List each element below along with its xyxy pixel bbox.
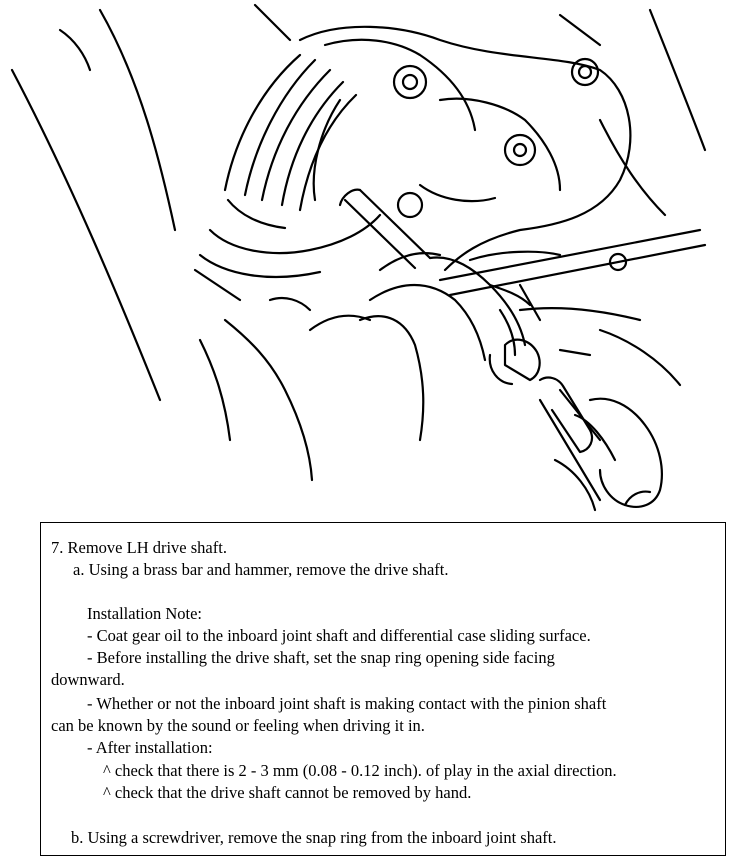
note-4: - After installation:: [87, 738, 213, 757]
note-2-line-2: downward.: [51, 670, 125, 689]
note-2-line-1: - Before installing the drive shaft, set the snap ring opening side facing: [87, 648, 555, 667]
check-2: ^ check that the drive shaft cannot be removed by hand.: [103, 783, 472, 802]
installation-note-heading: Installation Note:: [87, 604, 203, 623]
step-7b: b. Using a screwdriver, remove the snap ring from the inboard joint shaft.: [71, 828, 557, 847]
procedure-text-box: [40, 522, 726, 856]
note-3-line-1: - Whether or not the inboard joint shaft is making contact with the pinion shaft: [87, 694, 607, 713]
check-1: ^ check that there is 2 - 3 mm (0.08 - 0.12 inch). of play in the axial direction.: [103, 761, 617, 780]
note-1: - Coat gear oil to the inboard joint shaft and differential case sliding surface.: [87, 626, 591, 645]
step-7a: a. Using a brass bar and hammer, remove the drive shaft.: [73, 560, 449, 579]
note-3-line-2: can be known by the sound or feeling when driving it in.: [51, 716, 425, 735]
step-7: 7. Remove LH drive shaft.: [51, 538, 227, 557]
